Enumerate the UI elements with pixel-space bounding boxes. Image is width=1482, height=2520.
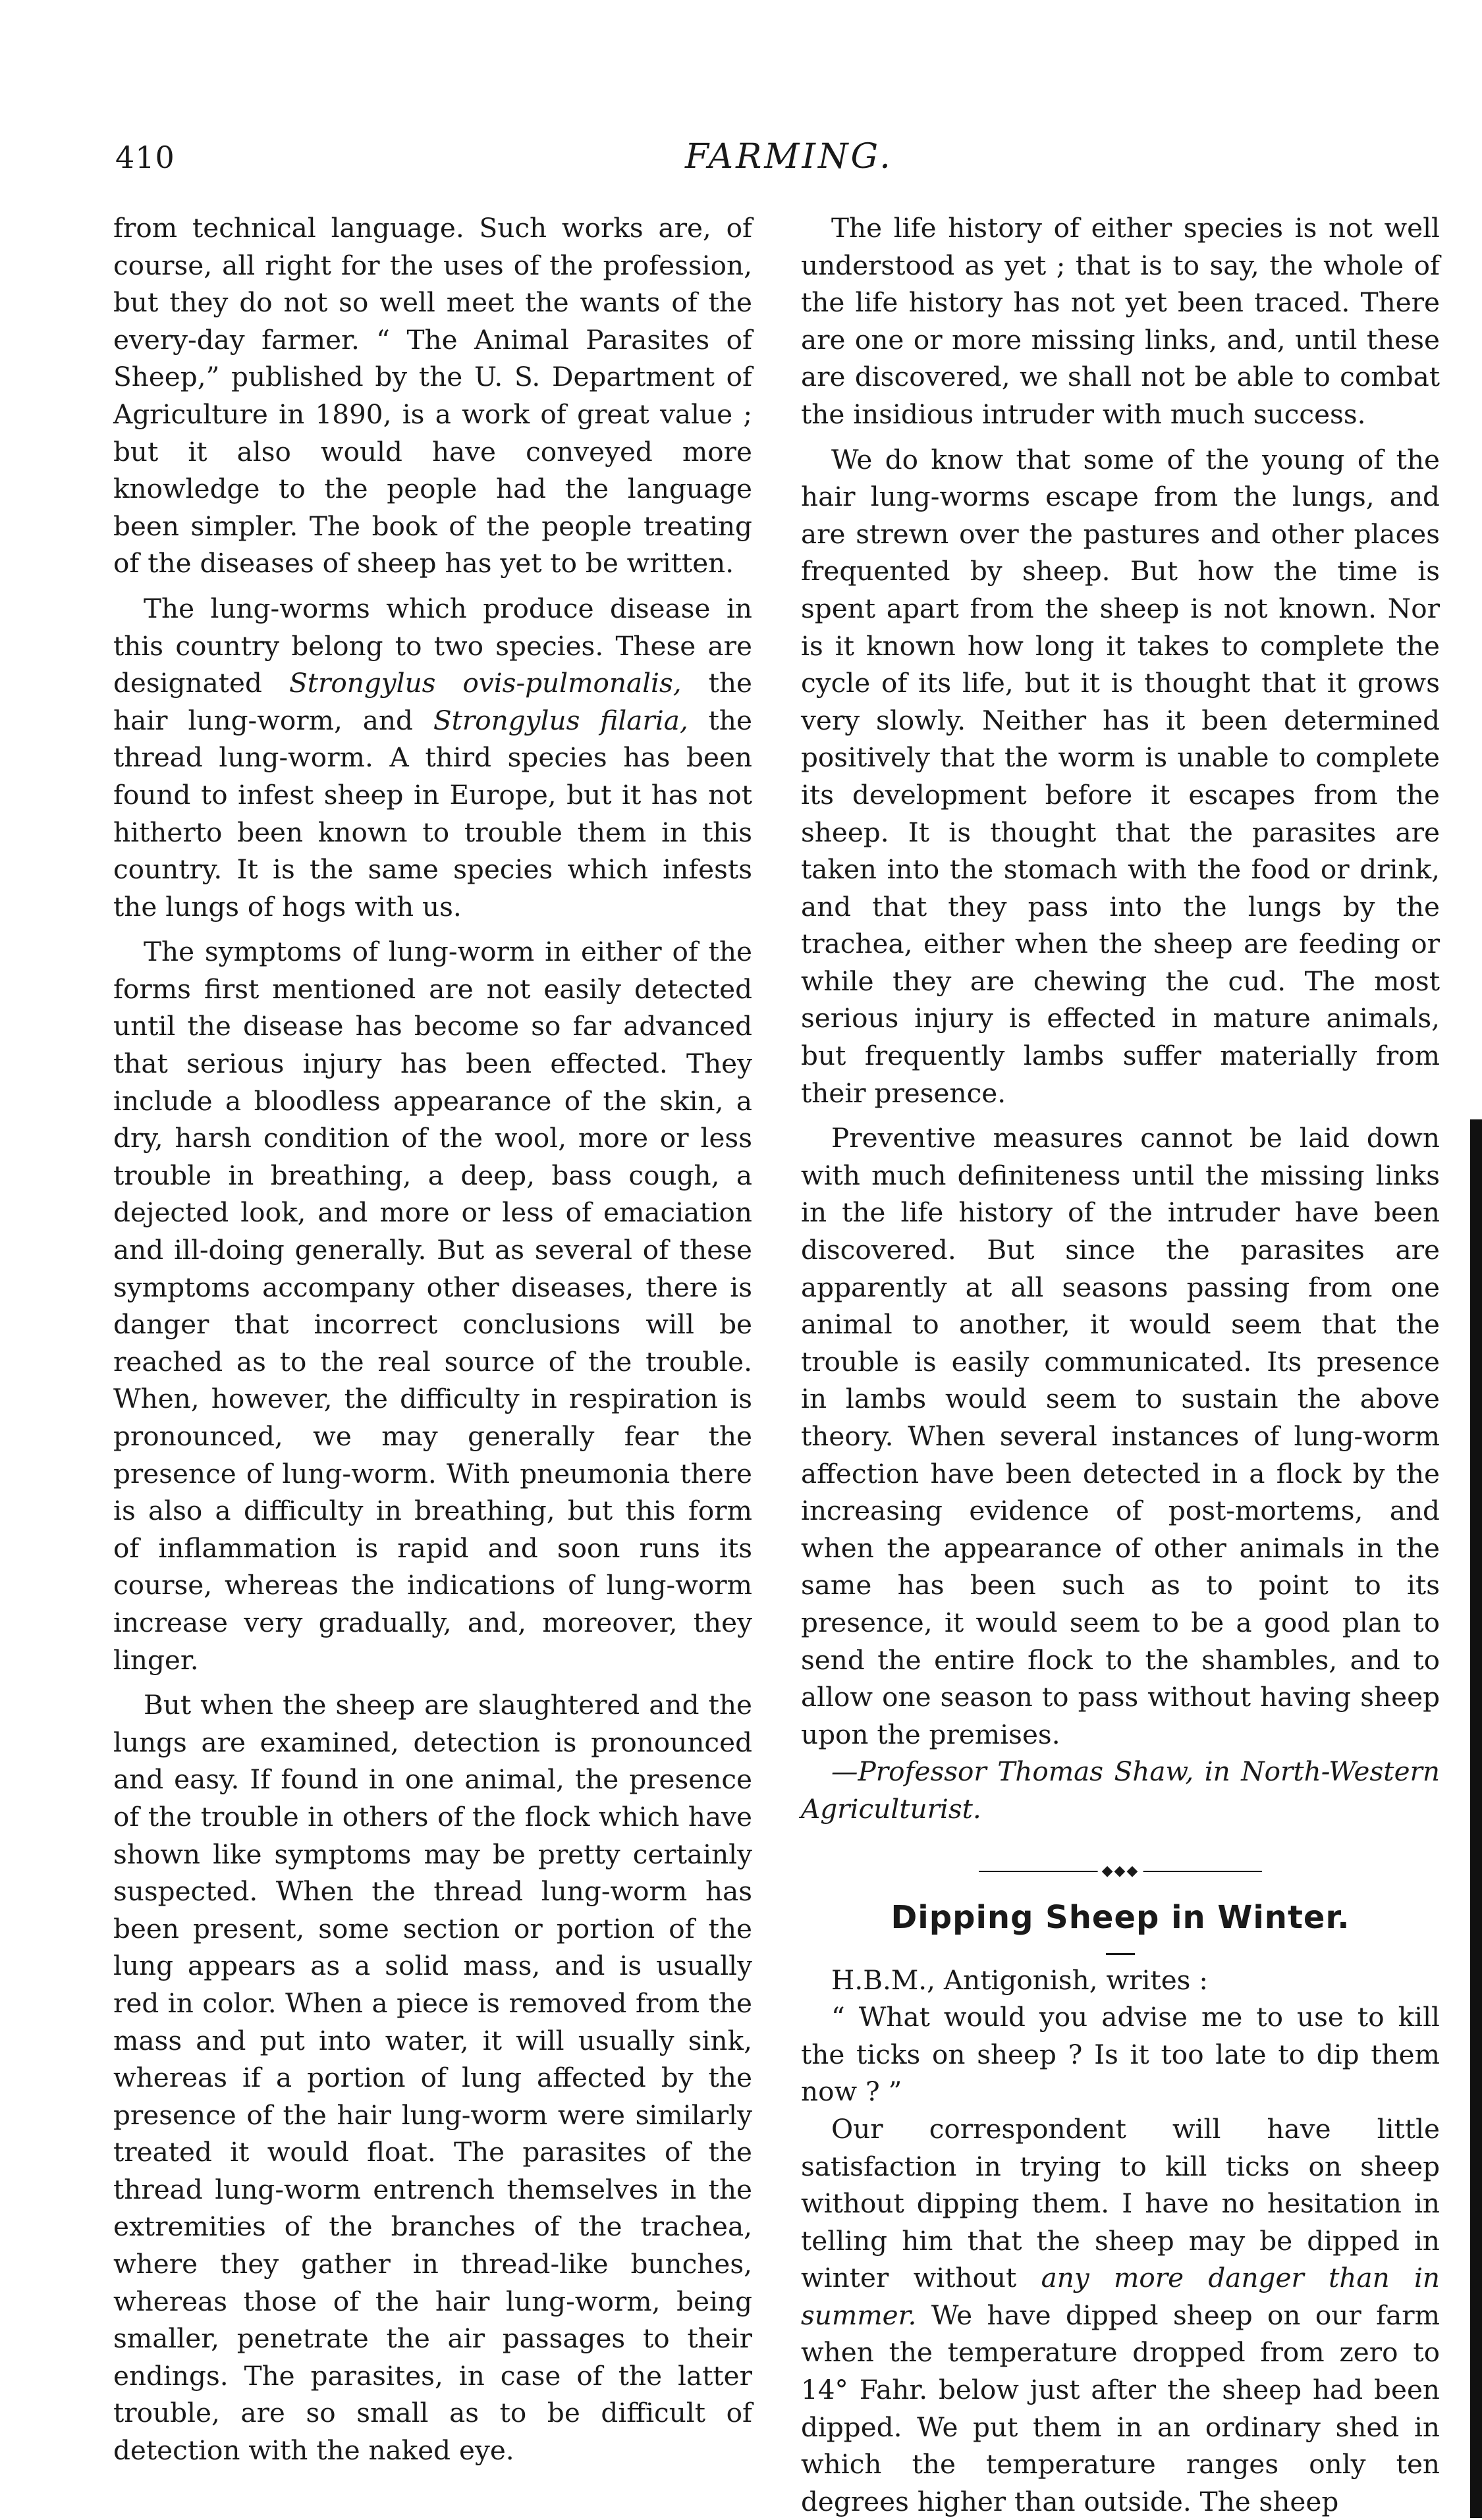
text-run: the hair lung-worm, and xyxy=(113,667,753,736)
scan-edge-shadow xyxy=(1470,1119,1482,2518)
page-number: 410 xyxy=(115,140,175,175)
title-underline xyxy=(1106,1953,1135,1955)
text-run: The lung-worms which produce disease in this country belong to two species. These are designated xyxy=(113,592,752,699)
left-paragraph-4: But when the sheep are slaughtered and the lungs are examined, detection is pronounced and easy. If found in one animal, the presence of the trouble in others of the flock which have shown like symptoms may be pretty certainly suspected. When the thread lung-worm has been present, some section or portion of the lung appears as a solid mass, and is usually red in color. When a piece is removed from the mass and put into water, it will usually sink, whereas if a portion of lung affected by the presence of the hair lung-worm were similarly treated it would float. The parasites of the thread lung-worm entrench themselves in the extremities of the branches of the trachea, where they gather in thread-like bunches, whereas those of the hair lung-worm, being smaller, penetrate the air passages to their endings. The parasites, in case of the latter trouble, are so small as to be difficult of detection with the naked eye. xyxy=(113,1689,752,2467)
section-title: Dipping Sheep in Winter. xyxy=(891,1898,1350,1936)
letter-byline: H.B.M., Antigonish, writes : xyxy=(831,1964,1208,1996)
species-name-hair-lungworm: Strongylus ovis-pulmonalis, xyxy=(288,667,682,699)
running-title: FARMING. xyxy=(685,137,893,176)
letter-quote: “ What would you advise me to use to kill the ticks on sheep ? Is it too late to dip them now ? ” xyxy=(801,2001,1440,2108)
emphasis-text: any more danger than in summer. xyxy=(801,2262,1440,2331)
text-run: We have dipped sheep on our farm when the temperature dropped from zero to 14° Fahr. below just after the sheep had been dipped. We put them in an ordinary shed in which the temperature ranges only ten degrees higher than outside. The sheep xyxy=(801,2299,1440,2517)
left-paragraph-2 xyxy=(113,590,752,925)
species-name-thread-lungworm: Strongylus filaria, xyxy=(433,704,688,736)
right-paragraph-3: Preventive measures cannot be laid down with much definiteness until the missing links in the life history of the intruder have been discovered. But since the parasites are apparently at all seasons passing from one animal to another, it would seem that the trouble is easily communicated. Its presence in lambs would seem to sustain the above theory. When several instances of lung-worm affection have been detected in a flock by the increasing evidence of post-mortems, and when the appearance of other animals in the same has been such as to point to its presence, it would seem to be a good plan to send the entire flock to the shambles, and to allow one season to pass without having sheep upon the premises. xyxy=(801,1122,1440,1750)
ornamental-divider xyxy=(979,1860,1262,1883)
text-run: the thread lung-worm. A third species has been found to infest sheep in Europe, but it has not hitherto been known to trouble them in this country. It is the same species which infests the lungs of hogs with us. xyxy=(113,704,752,923)
article-attribution: —Professor Thomas Shaw, in North-Western Agriculturist. xyxy=(801,1756,1440,1825)
diamond-ornament-icon: ◆◆◆ xyxy=(1098,1860,1143,1883)
reply-paragraph xyxy=(801,2110,1440,2520)
left-paragraph-1: from technical language. Such works are, of course, all right for the uses of the profession, but they do not so well meet the wants of the every-day farmer. “ The Animal Parasites of Sheep,” published by the U. S. Department of Agriculture in 1890, is a work of great value ; but it also would have conveyed more knowledge to the people had the language been simpler. The book of the people treating of the diseases of sheep has yet to be written. xyxy=(113,212,752,579)
right-column xyxy=(801,209,1440,2520)
right-paragraph-2: We do know that some of the young of the hair lung-worms escape from the lungs, and are strewn over the pastures and other places frequented by sheep. But how the time is spent apart from the sheep is not known. Nor is it known how long it takes to complete the cycle of its life, but it is thought that it grows very slowly. Neither has it been determined positively that the worm is unable to complete its development before it escapes from the sheep. It is thought that the parasites are taken into the stomach with the food or drink, and that they pass into the lungs by the trachea, either when the sheep are feeding or while they are chewing the cud. The most serious injury is effected in mature animals, but frequently lambs suffer materially from their presence. xyxy=(801,443,1440,1109)
left-paragraph-3: The symptoms of lung-worm in either of the forms first mentioned are not easily detected until the disease has become so far advanced that serious injury has been effected. They include a bloodless appearance of the skin, a dry, harsh condition of the wool, more or less trouble in breathing, a deep, bass cough, a dejected look, and more or less of emaciation and ill-doing generally. But as several of these symptoms accompany other diseases, there is danger that incorrect conclusions will be reached as to the real source of the trouble. When, however, the difficulty in respiration is pronounced, we may generally fear the presence of lung-worm. With pneumonia there is also a difficulty in breathing, but this form of inflammation is rapid and soon runs its course, whereas the indications of lung-worm increase very gradually, and, moreover, they linger. xyxy=(113,936,752,1676)
text-run: Our correspondent will have little satisfaction in trying to kill ticks on sheep without dipping them. I have no hesitation in telling him that the sheep may be dipped in winter without xyxy=(801,2112,1440,2294)
right-paragraph-1: The life history of either species is not well understood as yet ; that is to say, the whole of the life history has not yet been traced. There are one or more missing links, and, until these are discovered, we shall not be able to combat the insidious intruder with much success. xyxy=(801,212,1440,430)
left-column xyxy=(113,209,752,2469)
